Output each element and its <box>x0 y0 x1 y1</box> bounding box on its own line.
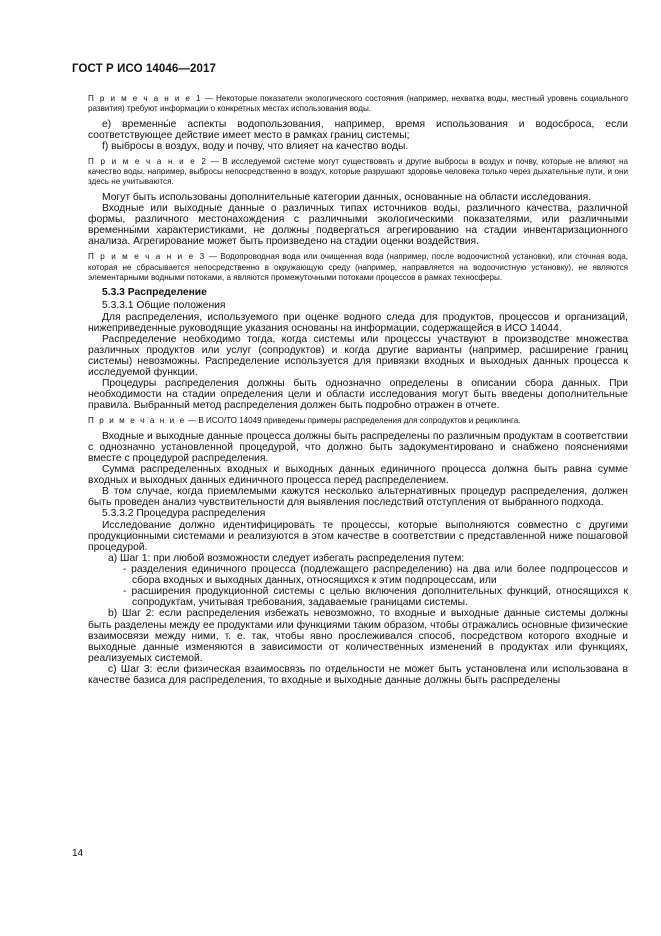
note-label: П р и м е ч а н и е 1 <box>88 94 203 103</box>
bullet-item: - расширения продукционной системы с целью включения дополнительных функций, относящихся к сопродуктам, учитывая требования, задаваемые границами системы. <box>123 586 628 609</box>
section-heading: 5.3.3 Распределение <box>102 287 207 299</box>
paragraph: В том случае, когда приемлемыми кажутся несколько альтернативных процедур распределения, должен быть проведен анализ чувствительности для выявления последствий отступления от выбранного подхода. <box>88 486 628 509</box>
paragraph: Входные и выходные данные процесса должны быть распределены по различным продуктам в соответствии с однозначно установленной процедурой, что должно быть задокументировано и снабжено пояснениями вместе с процедурой распределения. <box>88 430 628 464</box>
note-4 <box>88 416 628 426</box>
page-number: 14 <box>72 848 84 859</box>
document-body <box>88 94 628 686</box>
note-3 <box>88 252 628 283</box>
subsection-heading: 5.3.3.2 Процедура распределения <box>102 508 266 520</box>
note-text: — Некоторые показатели экологического состояния (например, нехватка воды, местный уровень социального развития) требуют информации о конкретных местах использования воды. <box>88 94 628 114</box>
step-item: b) Шаг 2: если распределения избежать невозможно, то входные и выходные данные системы должны быть разделены между ее продуктами или функциями таким образом, чтобы отражались основные физические взаимосвязи между ними, т. е. так, чтобы явно прослеживался способ, посредством которого входные и выходные данные изменяются в зависимости от количественных изменений в продуктах или функциях, реализуемых системой. <box>88 608 628 664</box>
list-item-e: e) временны́е аспекты водопользования, например, время использования и водосброса, если соответствующее действие имеет место в рамках границ системы; <box>88 118 628 141</box>
step-item: c) Шаг 3: если физическая взаимосвязь по отдельности не может быть установлена или использована в качестве базиса для распределения, то входные и выходные данные должны быть распределены <box>88 663 628 687</box>
paragraph: Распределение необходимо тогда, когда системы или процессы участвуют в производстве множества различных продуктов или услуг (сопродуктов) и когда другие варианты (например, расширение границ системы) невозможны. Распределение используется для привязки входных и выходных данных процесса к исследуемой функции. <box>88 333 628 378</box>
subsection-heading: 5.3.3.1 Общие положения <box>102 300 226 312</box>
note-text: — Водопроводная вода или очищенная вода (например, после водоочистной установки), или сточная вода, которая не сбрасывается непосредственно в окружающую среду (например, направляется на водоочистную установку), не являются элементарными водными потоками, а являются промежуточными потоками процессов в рамках техносферы. <box>88 252 628 282</box>
note-label: П р и м е ч а н и е <box>88 416 186 426</box>
note-text: — В ИСО/ТО 14049 приведены примеры распределения для сопродуктов и рециклинга. <box>185 416 521 426</box>
document-header: ГОСТ Р ИСО 14046—2017 <box>72 63 217 75</box>
note-2 <box>88 157 628 188</box>
note-1 <box>88 94 628 115</box>
note-label: П р и м е ч а н и е 2 <box>88 156 208 166</box>
paragraph: Исследование должно идентифицировать те процессы, которые выполняются совместно с другими продукционными системами и реализуются в этом качестве в соответствии с представленной ниже пошаговой процедурой. <box>88 519 628 553</box>
list-item-f: f) выбросы в воздух, воду и почву, что влияет на качество воды. <box>102 140 409 152</box>
note-text: — В исследуемой системе могут существовать и другие выбросы в воздух и почву, которые не влияют на качество воды, например, выбросы непосредственно в воздух, которые разрушают здоровье человека только через дыхательные пути, и они здесь не учитываются. <box>88 156 628 187</box>
bullet-item: - разделения единичного процесса (подлежащего распределению) на два или более подпроцессов и сбора входных и выходных данных, относящихся к этим подпроцессам, или <box>123 564 628 587</box>
step-item: а) Шаг 1: при любой возможности следует избегать распределения путем: <box>108 553 465 565</box>
paragraph: Могут быть использованы дополнительные категории данных, основанные на области исследования. <box>102 191 592 203</box>
paragraph: Процедуры распределения должны быть однозначно определены в описании сбора данных. При необходимости на стадии определения цели и области исследования могут быть введены дополнительные правила. Выбранный метод распределения должен быть подробно отражен в отчете. <box>88 378 628 412</box>
paragraph: Сумма распределенных входных и выходных данных единичного процесса должна быть равна сумме входных и выходных данных единичного процесса перед распределением. <box>88 463 628 487</box>
paragraph: Для распределения, используемого при оценке водного следа для продуктов, процессов и организаций, нижеприведенные руководящие указания основаны на информации, содержащейся в ИСО 14044. <box>88 311 628 334</box>
paragraph: Входные или выходные данные о различных типах источников воды, различного качества, различной формы, различного местонахождения с различными экологическими показателями, или различными временны́ми характеристиками, не должны подвергаться агрегированию на стадии инвентаризационного анализа. Агрегирование может быть произведено на стадии оценки воздействия. <box>88 202 628 248</box>
note-label: П р и м е ч а н и е 3 <box>88 252 206 262</box>
